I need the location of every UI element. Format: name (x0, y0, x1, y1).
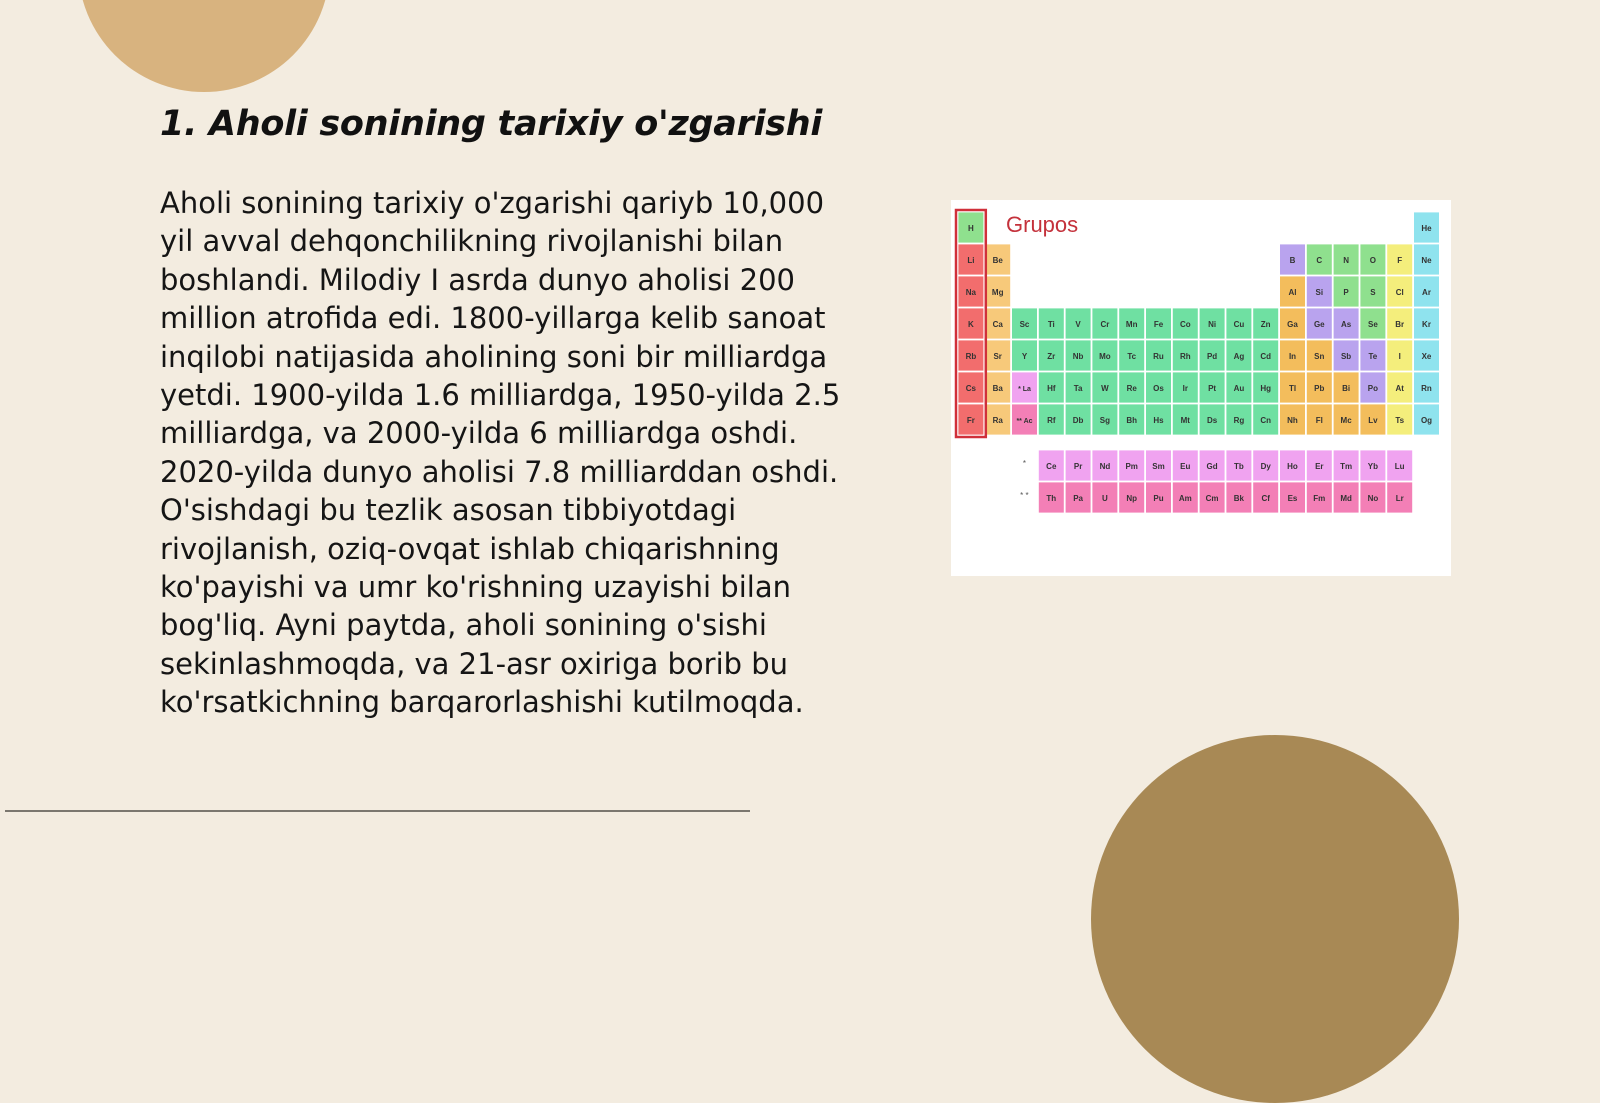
element-symbol: Fe (1153, 320, 1164, 329)
element-cell-ts (1387, 404, 1413, 435)
element-symbol: Mc (1340, 416, 1352, 425)
element-cell-hf (1038, 372, 1064, 403)
element-symbol: Ag (1233, 352, 1245, 361)
element-cell-au (1226, 372, 1252, 403)
element-symbol: Kr (1422, 320, 1431, 329)
element-symbol: Ho (1287, 462, 1298, 471)
element-symbol: Br (1395, 320, 1405, 329)
element-cell-lr (1387, 482, 1413, 513)
element-cell-br (1387, 308, 1413, 339)
element-symbol: U (1102, 494, 1108, 503)
element-symbol: C (1316, 256, 1323, 265)
element-cell-dy (1253, 450, 1279, 481)
element-symbol: Tm (1340, 462, 1353, 471)
element-cell-ac (1012, 404, 1038, 435)
element-symbol: Ba (992, 384, 1003, 393)
element-symbol: In (1288, 352, 1297, 361)
element-symbol: Cl (1395, 288, 1404, 297)
element-symbol: Pb (1314, 384, 1325, 393)
element-symbol: Mo (1099, 352, 1111, 361)
element-symbol: Sn (1314, 352, 1325, 361)
element-cell-ne (1414, 244, 1440, 275)
element-symbol: No (1367, 494, 1379, 503)
element-symbol: W (1101, 384, 1109, 393)
element-symbol: P (1343, 288, 1349, 297)
element-cell-te (1360, 340, 1386, 371)
element-symbol: Sb (1340, 352, 1352, 361)
element-symbol: Cs (965, 384, 977, 393)
element-symbol: Sm (1152, 462, 1165, 471)
element-symbol: Cm (1205, 494, 1219, 503)
element-cell-po (1360, 372, 1386, 403)
element-symbol: Mt (1180, 416, 1190, 425)
decorative-circle-bottom (1091, 735, 1459, 1103)
element-cell-tb (1226, 450, 1252, 481)
element-cell-u (1092, 482, 1118, 513)
element-cell-hs (1146, 404, 1172, 435)
element-cell-y (1012, 340, 1038, 371)
element-cell-li (958, 244, 984, 275)
element-cell-co (1172, 308, 1198, 339)
element-cell-ru (1146, 340, 1172, 371)
element-cell-kr (1414, 308, 1440, 339)
element-symbol: Cu (1233, 320, 1245, 329)
element-cell-zn (1253, 308, 1279, 339)
element-cell-fr (958, 404, 984, 435)
element-symbol: * La (1018, 386, 1031, 393)
element-cell-tc (1119, 340, 1145, 371)
element-cell-cf (1253, 482, 1279, 513)
element-cell-lu (1387, 450, 1413, 481)
element-cell-lv (1360, 404, 1386, 435)
element-cell-tl (1280, 372, 1306, 403)
element-cell-fl (1306, 404, 1332, 435)
element-symbol: Te (1368, 352, 1378, 361)
element-symbol: Tc (1127, 352, 1137, 361)
element-symbol: Og (1420, 416, 1433, 425)
element-cell-xe (1414, 340, 1440, 371)
element-symbol: Re (1126, 384, 1137, 393)
element-cell-ra (985, 404, 1011, 435)
element-cell-nb (1065, 340, 1091, 371)
element-symbol: Hg (1260, 384, 1272, 393)
element-symbol: Es (1287, 494, 1298, 503)
element-symbol: Be (992, 256, 1003, 265)
element-cell-f (1387, 244, 1413, 275)
element-symbol: Pr (1073, 462, 1083, 471)
element-symbol: O (1369, 256, 1377, 265)
element-symbol: Ga (1287, 320, 1298, 329)
element-cell-c (1306, 244, 1332, 275)
element-cell-cs (958, 372, 984, 403)
element-symbol: Ts (1395, 416, 1405, 425)
element-symbol: Fr (966, 416, 975, 425)
element-symbol: Ni (1208, 320, 1217, 329)
element-cell-v (1065, 308, 1091, 339)
element-cell-sc (1012, 308, 1038, 339)
element-symbol: Fl (1315, 416, 1323, 425)
element-cell-pd (1199, 340, 1225, 371)
element-cell-ba (985, 372, 1011, 403)
element-symbol: He (1421, 224, 1432, 233)
element-symbol: Ne (1421, 256, 1432, 265)
element-symbol: Y (1021, 352, 1028, 361)
element-cell-mc (1333, 404, 1359, 435)
element-cell-sr (985, 340, 1011, 371)
element-cell-th (1038, 482, 1064, 513)
element-cell-zr (1038, 340, 1064, 371)
element-cell-ho (1280, 450, 1306, 481)
element-symbol: Nb (1072, 352, 1084, 361)
element-symbol: Pa (1073, 494, 1083, 503)
element-cell-s (1360, 276, 1386, 307)
element-cell-re (1119, 372, 1145, 403)
element-symbol: H (968, 224, 974, 233)
divider-line (5, 810, 750, 812)
element-symbol: Au (1233, 384, 1245, 393)
element-cell-nh (1280, 404, 1306, 435)
element-cell-og (1414, 404, 1440, 435)
element-cell-at (1387, 372, 1413, 403)
element-cell-p (1333, 276, 1359, 307)
element-cell-ca (985, 308, 1011, 339)
element-cell-nd (1092, 450, 1118, 481)
element-symbol: Po (1367, 384, 1379, 393)
element-symbol: Cf (1261, 494, 1270, 503)
element-symbol: Ti (1047, 320, 1055, 329)
element-symbol: B (1289, 256, 1296, 265)
element-symbol: Hs (1153, 416, 1164, 425)
element-symbol: Pm (1125, 462, 1138, 471)
element-symbol: V (1075, 320, 1081, 329)
element-symbol: Zn (1260, 320, 1271, 329)
element-cell-ar (1414, 276, 1440, 307)
element-symbol: Fm (1313, 494, 1326, 503)
element-cell-er (1306, 450, 1332, 481)
element-symbol: Bk (1233, 494, 1245, 503)
element-symbol: Np (1126, 494, 1138, 503)
element-symbol: Si (1315, 288, 1324, 297)
element-cell-no (1360, 482, 1386, 513)
element-cell-yb (1360, 450, 1386, 481)
element-cell-as (1333, 308, 1359, 339)
element-symbol: Pd (1206, 352, 1218, 361)
element-symbol: Rn (1421, 384, 1432, 393)
element-cell-bh (1119, 404, 1145, 435)
element-symbol: F (1397, 256, 1403, 265)
element-symbol: Ir (1182, 384, 1188, 393)
element-cell-eu (1172, 450, 1198, 481)
element-cell-pm (1119, 450, 1145, 481)
element-symbol: At (1395, 384, 1404, 393)
element-symbol: K (968, 320, 974, 329)
element-cell-rf (1038, 404, 1064, 435)
element-cell-pr (1065, 450, 1091, 481)
element-cell-mg (985, 276, 1011, 307)
element-cell-o (1360, 244, 1386, 275)
element-symbol: Gd (1206, 462, 1218, 471)
element-symbol: Lv (1368, 416, 1378, 425)
element-cell-in (1280, 340, 1306, 371)
element-symbol: Nh (1287, 416, 1298, 425)
element-symbol: Yb (1367, 462, 1379, 471)
element-cell-si (1306, 276, 1332, 307)
element-symbol: Tb (1234, 462, 1244, 471)
element-cell-cu (1226, 308, 1252, 339)
element-cell-os (1146, 372, 1172, 403)
element-symbol: As (1340, 320, 1352, 329)
element-cell-db (1065, 404, 1091, 435)
element-symbol: Db (1072, 416, 1084, 425)
element-cell-w (1092, 372, 1118, 403)
element-symbol: ** Ac (1016, 418, 1033, 425)
element-cell-cr (1092, 308, 1118, 339)
element-symbol: Rg (1233, 416, 1245, 425)
element-cell-ti (1038, 308, 1064, 339)
element-cell-rn (1414, 372, 1440, 403)
element-cell-pa (1065, 482, 1091, 513)
element-cell-pb (1306, 372, 1332, 403)
element-symbol: Ds (1206, 416, 1218, 425)
element-symbol: Ce (1046, 462, 1057, 471)
element-cell-gd (1199, 450, 1225, 481)
element-cell-al (1280, 276, 1306, 307)
element-symbol: Rf (1047, 416, 1056, 425)
groups-label: Grupos (1006, 212, 1079, 237)
element-symbol: Bh (1126, 416, 1138, 425)
element-cell-ds (1199, 404, 1225, 435)
f-block-marker: * * (1020, 491, 1029, 500)
element-symbol: Nd (1099, 462, 1111, 471)
element-symbol: Sr (993, 352, 1002, 361)
periodic-table-graphic (951, 200, 1451, 576)
element-symbol: Sc (1019, 320, 1030, 329)
element-symbol: Rh (1179, 352, 1191, 361)
element-symbol: Tl (1288, 384, 1297, 393)
element-cell-mt (1172, 404, 1198, 435)
element-cell-cl (1387, 276, 1413, 307)
element-symbol: S (1370, 288, 1376, 297)
element-cell-ce (1038, 450, 1064, 481)
element-cell-n (1333, 244, 1359, 275)
element-cell-la (1012, 372, 1038, 403)
element-cell-fm (1306, 482, 1332, 513)
element-symbol: Sg (1099, 416, 1111, 425)
element-symbol: Co (1179, 320, 1191, 329)
element-cell-h (958, 212, 984, 243)
element-symbol: Eu (1180, 462, 1191, 471)
element-symbol: Ca (992, 320, 1003, 329)
slide-title: 1. Aholi sonining tarixiy o'zgarishi (160, 104, 823, 144)
element-cell-sm (1146, 450, 1172, 481)
element-symbol: Zr (1047, 352, 1056, 361)
element-cell-mn (1119, 308, 1145, 339)
slide-body-text: Aholi sonining tarixiy o'zgarishi qariyb 10,000 yil avval dehqonchilikning rivojlanishi bilan boshlandi. Milodiy I asrda dunyo aholisi 200 million atrofida edi. 1800-yillarga kelib sanoat inqilobi natijasida aholining soni bir milliardga yetdi. 1900-yilda 1.6 milliardga, 1950-yilda 2.5 milliardga, va 2000-yilda 6 milliardga oshdi. 2020-yilda dunyo aholisi 7.8 milliarddan oshdi. O'sishdagi bu tezlik asosan tibbiyotdagi rivojlanish, oziq-ovqat ishlab chiqarishning ko'payishi va umr ko'rishning uzayishi bilan bog'liq. Ayni paytda, aholi sonining o'sishi sekinlashmoqda, va 21-asr oxiriga borib bu ko'rsatkichning barqarorlashishi kutilmoqda. (160, 186, 841, 720)
element-cell-se (1360, 308, 1386, 339)
periodic-table-image (951, 200, 1451, 576)
element-cell-rh (1172, 340, 1198, 371)
element-cell-ir (1172, 372, 1198, 403)
f-block-marker: * (1022, 459, 1026, 468)
element-cell-i (1387, 340, 1413, 371)
element-cell-es (1280, 482, 1306, 513)
element-cell-sg (1092, 404, 1118, 435)
element-cell-md (1333, 482, 1359, 513)
element-symbol: Mg (991, 288, 1004, 297)
element-cell-ta (1065, 372, 1091, 403)
element-symbol: Cr (1100, 320, 1110, 329)
element-symbol: Mn (1125, 320, 1138, 329)
element-symbol: Pt (1208, 384, 1217, 393)
element-symbol: Lu (1394, 462, 1405, 471)
element-symbol: Ra (992, 416, 1003, 425)
element-symbol: I (1398, 352, 1401, 361)
element-cell-pt (1199, 372, 1225, 403)
element-symbol: Na (965, 288, 977, 297)
element-cell-ge (1306, 308, 1332, 339)
element-cell-na (958, 276, 984, 307)
element-cell-ni (1199, 308, 1225, 339)
element-cell-tm (1333, 450, 1359, 481)
element-symbol: N (1343, 256, 1349, 265)
element-cell-cn (1253, 404, 1279, 435)
element-cell-fe (1146, 308, 1172, 339)
element-cell-mo (1092, 340, 1118, 371)
decorative-circle-top (78, 0, 330, 92)
element-cell-ga (1280, 308, 1306, 339)
element-cell-rb (958, 340, 984, 371)
element-symbol: Md (1340, 494, 1352, 503)
element-symbol: Er (1315, 462, 1324, 471)
element-symbol: Am (1178, 494, 1192, 503)
element-symbol: Se (1368, 320, 1378, 329)
element-cell-k (958, 308, 984, 339)
element-symbol: Ta (1073, 384, 1083, 393)
element-cell-sn (1306, 340, 1332, 371)
element-cell-am (1172, 482, 1198, 513)
element-cell-b (1280, 244, 1306, 275)
element-symbol: Ar (1422, 288, 1431, 297)
element-symbol: Ge (1313, 320, 1325, 329)
element-cell-np (1119, 482, 1145, 513)
element-symbol: Li (967, 256, 975, 265)
element-cell-bi (1333, 372, 1359, 403)
element-symbol: Th (1046, 494, 1057, 503)
element-symbol: Hf (1047, 384, 1056, 393)
element-symbol: Bi (1342, 384, 1351, 393)
element-symbol: Dy (1260, 462, 1271, 471)
element-cell-pu (1146, 482, 1172, 513)
element-cell-cd (1253, 340, 1279, 371)
element-symbol: Pu (1153, 494, 1164, 503)
element-symbol: Rb (965, 352, 977, 361)
element-cell-hg (1253, 372, 1279, 403)
element-symbol: Cn (1260, 416, 1272, 425)
element-cell-be (985, 244, 1011, 275)
element-symbol: Cd (1260, 352, 1272, 361)
element-cell-sb (1333, 340, 1359, 371)
element-symbol: Lr (1395, 494, 1404, 503)
element-symbol: Ru (1153, 352, 1164, 361)
element-cell-rg (1226, 404, 1252, 435)
element-cell-bk (1226, 482, 1252, 513)
element-cell-ag (1226, 340, 1252, 371)
element-symbol: Al (1288, 288, 1297, 297)
element-cell-cm (1199, 482, 1225, 513)
element-symbol: Xe (1421, 352, 1432, 361)
element-symbol: Os (1153, 384, 1164, 393)
element-cell-he (1414, 212, 1440, 243)
